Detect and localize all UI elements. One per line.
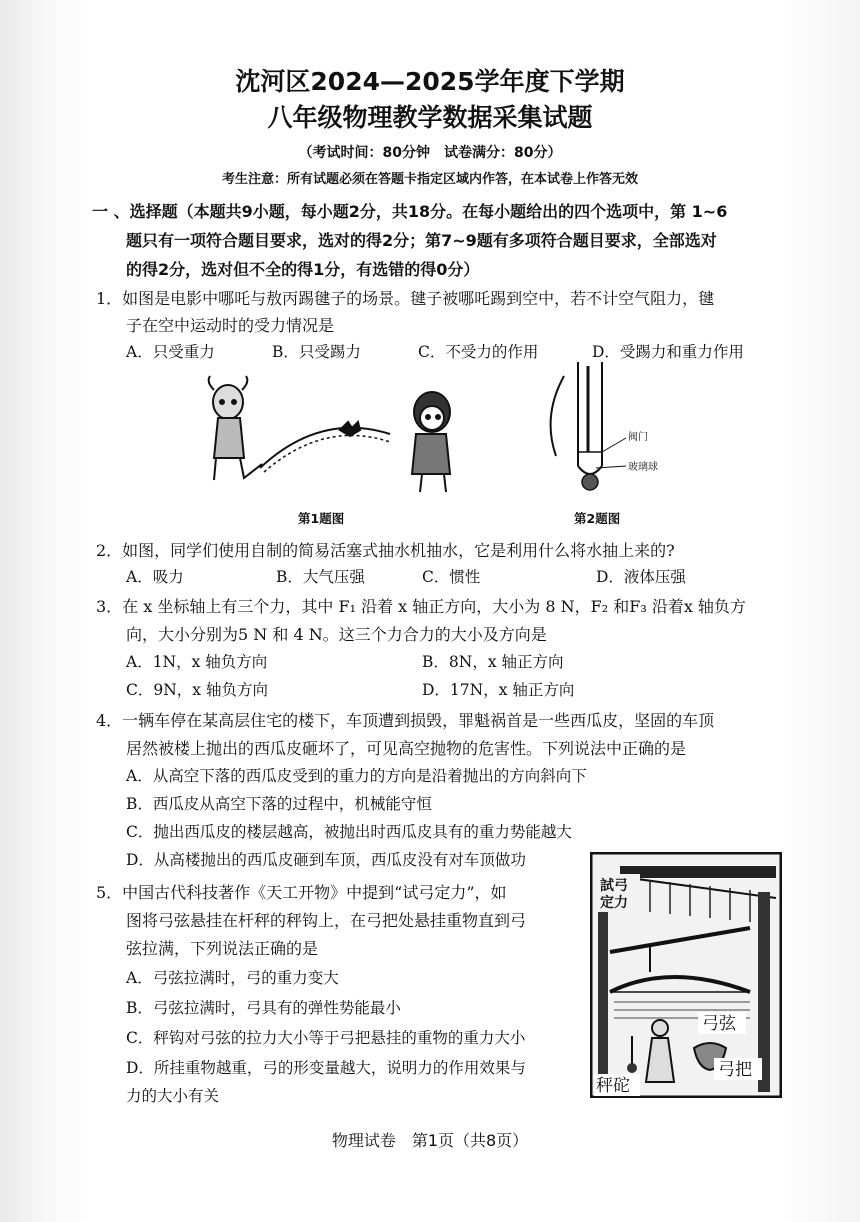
q1-option-d: D．受踢力和重力作用: [592, 343, 744, 361]
figure-1-illustration: [200, 372, 470, 502]
aobing-figure: [412, 392, 450, 492]
q1-option-a: A．只受重力: [126, 343, 215, 361]
q4-option-d: D．从高楼抛出的西瓜皮砸到车顶，西瓜皮没有对车顶做功: [126, 851, 526, 869]
section1-line3: 的得2分，选对但不全的得1分，有选错的得0分）: [126, 260, 480, 279]
figure-1-caption: 第1题图: [298, 511, 345, 526]
q2-stem-line1: 2．如图，同学们使用自制的简易活塞式抽水机抽水，它是利用什么将水抽上来的?: [96, 541, 675, 560]
q5-option-c: C．秤钩对弓弦的拉力大小等于弓把悬挂的重物的重力大小: [126, 1029, 526, 1047]
q2-option-b: B．大气压强: [276, 568, 365, 586]
figure-2-caption: 第2题图: [574, 511, 621, 526]
q3-option-b: B．8N，x 轴正方向: [422, 653, 564, 671]
q2-option-a: A．吸力: [126, 568, 184, 586]
q4-option-b: B．西瓜皮从高空下落的过程中，机械能守恒: [126, 795, 432, 813]
q5-stem-line3: 弦拉满，下列说法正确的是: [126, 939, 319, 958]
q3-option-d: D．17N，x 轴正方向: [422, 681, 575, 699]
exam-title-line2: 八年级物理教学数据采集试题: [267, 103, 593, 132]
q1-stem-line1: 1．如图是电影中哪吒与敖丙踢毽子的场景。毽子被哪吒踢到空中，若不计空气阻力，毽: [96, 289, 715, 308]
fig5-title: 定力: [600, 895, 628, 911]
q5-option-d-continued: 力的大小有关: [126, 1087, 220, 1105]
label-glass-ball: 玻璃球: [628, 462, 658, 473]
q1-stem-line2: 子在空中运动时的受力情况是: [126, 316, 335, 335]
q5-option-d: D．所挂重物越重，弓的形变量越大，说明力的作用效果与: [126, 1059, 526, 1077]
q3-stem-line2: 向，大小分别为5 N 和 4 N。这三个力合力的大小及方向是: [126, 625, 547, 644]
exam-notice: 考生注意：所有试题必须在答题卡指定区域内作答，在本试卷上作答无效: [221, 172, 638, 187]
pillar-left: [598, 912, 608, 1092]
q5-stem-line1: 5．中国古代科技著作《天工开物》中提到“试弓定力”，如: [96, 883, 507, 902]
shuttlecock: [340, 422, 360, 436]
figure-5-woodcut: [590, 852, 782, 1098]
q4-option-c: C．抛出西瓜皮的楼层越高，被抛出时西瓜皮具有的重力势能越大: [126, 823, 572, 841]
q4-stem-line1: 4．一辆车停在某高层住宅的楼下，车顶遭到损毁，罪魁祸首是一些西瓜皮，坚固的车顶: [96, 711, 715, 730]
label-counterweight: 秤砣: [596, 1076, 630, 1096]
q3-option-a: A．1N，x 轴负方向: [126, 653, 268, 671]
exam-info: （考试时间：80分钟 试卷满分：80分）: [298, 145, 562, 161]
q4-stem-line2: 居然被楼上抛出的西瓜皮砸坏了，可见高空抛物的危害性。下列说法中正确的是: [126, 739, 687, 758]
label-valve: 阀门: [628, 432, 648, 443]
figure-2-pump-diagram: [530, 356, 670, 506]
shuttlecock-trajectory: [260, 428, 390, 468]
q5-option-b: B．弓弦拉满时，弓具有的弹性势能最小: [126, 999, 401, 1017]
exam-title-line1: 沈河区2024—2025学年度下学期: [235, 67, 625, 96]
outlet-pipe: [551, 376, 564, 456]
q2-option-d: D．液体压强: [596, 568, 686, 586]
section1-line2: 题只有一项符合题目要求，选对的得2分；第7~9题有多项符合题目要求，全部选对: [126, 231, 717, 250]
q5-option-a: A．弓弦拉满时，弓的重力变大: [126, 969, 339, 987]
q1-option-b: B．只受踢力: [272, 343, 361, 361]
section1-line1: 一 、选择题（本题共9小题，每小题2分，共18分。在每小题给出的四个选项中，第 1~6: [92, 202, 728, 221]
fig5-title-prefix: 試弓: [600, 878, 628, 894]
glass-ball: [582, 474, 598, 490]
nezha-figure: [209, 376, 262, 480]
q5-stem-line2: 图将弓弦悬挂在杆秤的秤钩上，在弓把处悬挂重物直到弓: [126, 911, 527, 930]
counterweight: [627, 1063, 637, 1073]
label-bowstring: 弓弦: [702, 1014, 736, 1034]
label-bow-grip: 弓把: [718, 1060, 752, 1080]
q4-option-a: A．从高空下落的西瓜皮受到的重力的方向是沿着抛出的方向斜向下: [126, 767, 587, 785]
q1-option-c: C．不受力的作用: [418, 343, 539, 361]
q3-stem-line1: 3．在 x 坐标轴上有三个力，其中 F₁ 沿着 x 轴正方向，大小为 8 N，F₂ 和F₃ 沿着x 轴负方: [96, 597, 746, 616]
page-footer: 物理试卷 第1页（共8页）: [331, 1131, 529, 1150]
q2-option-c: C．惯性: [422, 568, 481, 586]
q3-option-c: C．9N，x 轴负方向: [126, 681, 268, 699]
